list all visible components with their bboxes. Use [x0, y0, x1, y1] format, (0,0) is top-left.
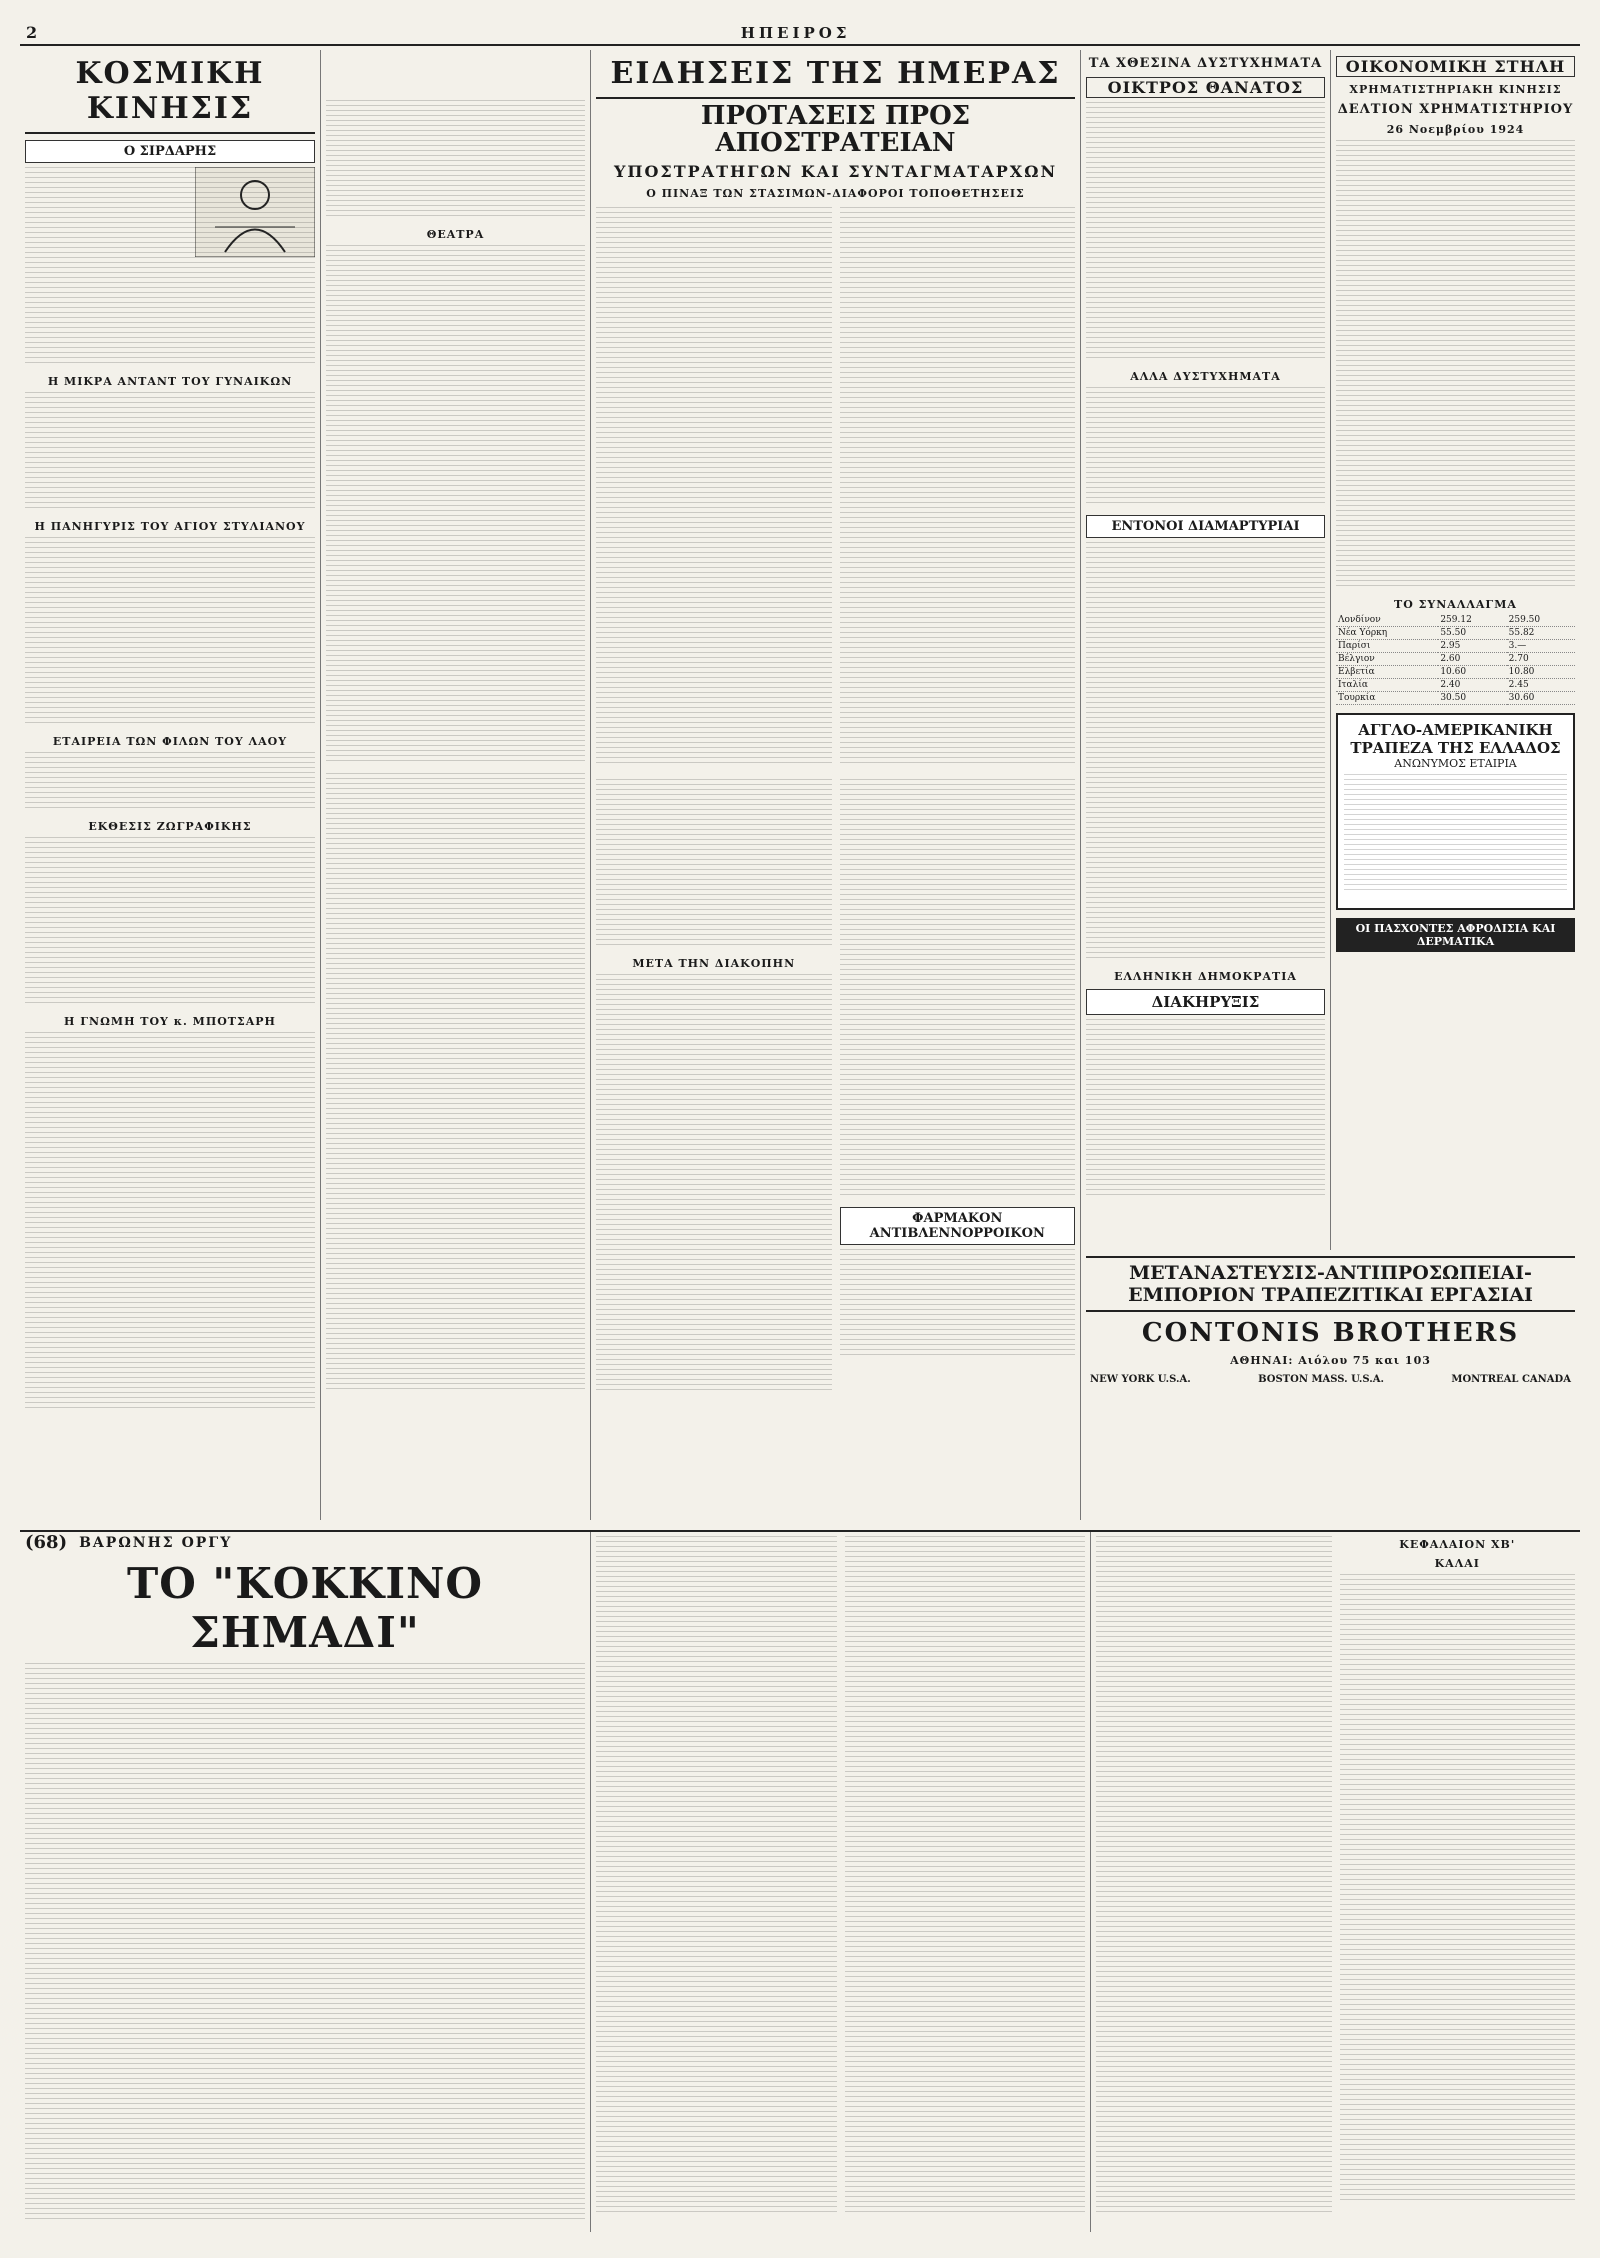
emigration-banner: ΜΕΤΑΝΑΣΤΕΥΣΙΣ-ΑΝΤΙΠΡΟΣΩΠΕΙΑΙ-ΕΜΠΟΡΙΟΝ ΤΡΑΠΕΖΙΤΙΚΑΙ ΕΡΓΑΣΙΑΙ: [1086, 1256, 1575, 1312]
world-subsection: Ο ΣΙΡΔΑΡΗΣ: [25, 140, 315, 163]
world-sub3: Η ΠΑΝΗΓΥΡΙΣ ΤΟΥ ΑΓΙΟΥ ΣΤΥΛΙΑΝΟΥ: [34, 520, 306, 533]
exchange-sell: 3.—: [1507, 640, 1575, 653]
exchange-city: Ελβετία: [1336, 666, 1438, 679]
news-sub2: ΜΕΤΑ ΤΗΝ ΔΙΑΚΟΠΗΝ: [632, 956, 796, 970]
address-montreal: MONTREAL CANADA: [1451, 1374, 1571, 1385]
exchange-buy: 2.40: [1438, 679, 1506, 692]
serial-chapter: ΚΕΦΑΛΑΙΟΝ ΧΒ': [1399, 1538, 1516, 1551]
exchange-buy: 10.60: [1438, 666, 1506, 679]
serial-number: (68): [25, 1532, 68, 1553]
economy-subtitle: ΧΡΗΜΑΤΙΣΤΗΡΙΑΚΗ ΚΙΝΗΣΙΣ: [1349, 83, 1562, 96]
pharmacy-advertisement: ΟΙ ΠΑΣΧΟΝΤΕΣ ΑΦΡΟΔΙΣΙΑ ΚΑΙ ΔΕΡΜΑΤΙΚΑ: [1336, 918, 1575, 952]
exchange-sell: 2.45: [1507, 679, 1575, 692]
company-name: CONTONIS BROTHERS: [1141, 1318, 1520, 1348]
exchange-row: [1336, 614, 1575, 627]
exchange-city: Ιταλία: [1336, 679, 1438, 692]
exchange-city: Λονδίνον: [1336, 614, 1438, 627]
economy-title: ΟΙΚΟΝΟΜΙΚΗ ΣΤΗΛΗ: [1336, 56, 1575, 77]
address-athens: ΑΘΗΝΑΙ: Αιόλου 75 και 103: [1230, 1354, 1431, 1367]
exchange-buy: 2.60: [1438, 653, 1506, 666]
news-headline: ΠΡΟΤΑΣΕΙΣ ΠΡΟΣ ΑΠΟΣΤΡΑΤΕΙΑΝ: [700, 101, 971, 159]
exchange-title: ΤΟ ΣΥΝΑΛΛΑΓΜΑ: [1394, 598, 1517, 611]
theatres-heading: ΘΕΑΤΡΑ: [426, 228, 485, 241]
exchange-buy: 259.12: [1438, 614, 1506, 627]
accidents-column: [1080, 50, 1330, 1250]
economy-bulletin: ΔΕΛΤΙΟΝ ΧΡΗΜΑΤΙΣΤΗΡΙΟΥ: [1337, 102, 1574, 117]
exchange-city: Παρίσι: [1336, 640, 1438, 653]
exchange-row: [1336, 666, 1575, 679]
accidents-sub2: ΑΛΛΑ ΔΥΣΤΥΧΗΜΑΤΑ: [1130, 370, 1281, 383]
serial-author: ΒΑΡΩΝΗΣ ΟΡΓΥ: [79, 1534, 233, 1551]
world-sub6: Η ΓΝΩΜΗ ΤΟΥ κ. ΜΠΟΤΣΑΡΗ: [64, 1015, 276, 1028]
bank-advertisement: [1336, 713, 1575, 910]
exchange-sell: 10.80: [1507, 666, 1575, 679]
serial-section: [20, 1530, 1580, 2232]
exchange-row: [1336, 653, 1575, 666]
exchange-city: Βέλγιον: [1336, 653, 1438, 666]
masthead: [20, 16, 1580, 46]
accidents-subtitle: ΟΙΚΤΡΟΣ ΘΑΝΑΤΟΣ: [1086, 77, 1325, 98]
exchange-sell: 259.50: [1507, 614, 1575, 627]
exchange-buy: 2.95: [1438, 640, 1506, 653]
news-section-title: ΕΙΔΗΣΕΙΣ ΤΗΣ ΗΜΕΡΑΣ: [596, 50, 1075, 99]
economy-column: [1330, 50, 1580, 1250]
exchange-buy: 55.50: [1438, 627, 1506, 640]
exchange-row: [1336, 640, 1575, 653]
exchange-row: [1336, 679, 1575, 692]
world-sub2: Η ΜΙΚΡΑ ΑΝΤΑΝΤ ΤΟΥ ΓΥΝΑΙΚΩΝ: [47, 375, 293, 388]
address-boston: BOSTON MASS. U.S.A.: [1258, 1374, 1384, 1385]
serial-chapter-sub: ΚΑΛΑΙ: [1434, 1557, 1480, 1570]
news-column: [590, 50, 1080, 1520]
bank-ad-title: ΑΓΓΛΟ-ΑΜΕΡΙΚΑΝΙΚΗ ΤΡΑΠΕΖΑ ΤΗΣ ΕΛΛΑΔΟΣ: [1350, 721, 1561, 757]
bank-ad-subtitle: ΑΝΩΝΥΜΟΣ ΕΤΑΙΡΙΑ: [1394, 757, 1517, 770]
address-ny: NEW YORK U.S.A.: [1090, 1374, 1191, 1385]
world-news-column-2: [320, 50, 590, 1520]
accidents-title: ΤΑ ΧΘΕΣΙΝΑ ΔΥΣΤΥΧΗΜΑΤΑ: [1088, 56, 1323, 71]
world-section-title: ΚΟΣΜΙΚΗ ΚΙΝΗΣΙΣ: [25, 50, 315, 134]
serial-title: ΤΟ "ΚΟΚΚΙΝΟ ΣΗΜΑΔΙ": [126, 1559, 484, 1657]
exchange-sell: 30.60: [1507, 692, 1575, 705]
exchange-sell: 55.82: [1507, 627, 1575, 640]
economy-date: 26 Νοεμβρίου 1924: [1386, 123, 1525, 136]
world-news-column: [20, 50, 320, 1520]
exchange-buy: 30.50: [1438, 692, 1506, 705]
newspaper-page: [20, 16, 1580, 2226]
emigration-advertisement: [1080, 1250, 1580, 1520]
exchange-table: [1336, 614, 1575, 705]
accidents-sub3: ΕΝΤΟΝΟΙ ΔΙΑΜΑΡΤΥΡΙΑΙ: [1086, 515, 1325, 538]
accidents-sub4: ΕΛΛΗΝΙΚΗ ΔΗΜΟΚΡΑΤΙΑ: [1114, 970, 1297, 983]
pharmacy-heading: ΦΑΡΜΑΚΟΝ ΑΝΤΙΒΛΕΝΝΟΡΡΟΙΚΟΝ: [840, 1207, 1076, 1245]
page-number: 2: [26, 23, 38, 42]
paper-name: ΗΠΕΙΡΟΣ: [740, 24, 851, 42]
exchange-sell: 2.70: [1507, 653, 1575, 666]
news-kicker: Ο ΠΙΝΑΞ ΤΩΝ ΣΤΑΣΙΜΩΝ-ΔΙΑΦΟΡΟΙ ΤΟΠΟΘΕΤΗΣΕΙΣ: [646, 186, 1025, 200]
news-subheadline: ΥΠΟΣΤΡΑΤΗΓΩΝ ΚΑΙ ΣΥΝΤΑΓΜΑΤΑΡΧΩΝ: [613, 161, 1058, 181]
world-sub4: ΕΤΑΙΡΕΙΑ ΤΩΝ ΦΙΛΩΝ ΤΟΥ ΛΑΟΥ: [52, 735, 288, 748]
exchange-row: [1336, 692, 1575, 705]
exchange-row: [1336, 627, 1575, 640]
accidents-sub5: ΔΙΑΚΗΡΥΞΙΣ: [1086, 989, 1325, 1015]
exchange-city: Νέα Υόρκη: [1336, 627, 1438, 640]
world-sub5: ΕΚΘΕΣΙΣ ΖΩΓΡΑΦΙΚΗΣ: [88, 820, 252, 833]
exchange-city: Τουρκία: [1336, 692, 1438, 705]
